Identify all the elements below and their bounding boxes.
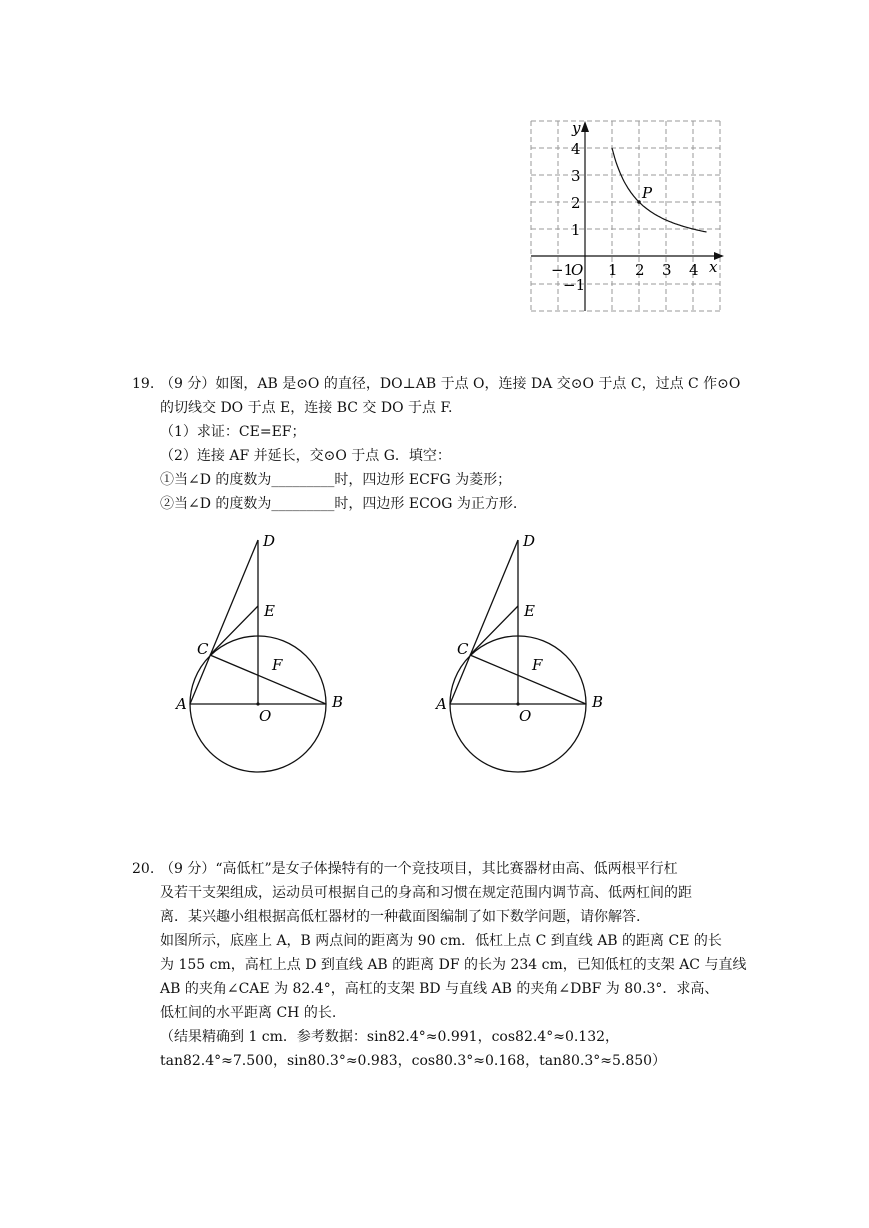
question-text-line: 低杠间的水平距离 CH 的长. <box>160 1005 337 1021</box>
x-tick: 3 <box>662 261 672 279</box>
question-text-line: （2）连接 AF 并延长，交⊙O 于点 G．填空： <box>160 448 451 464</box>
x-tick: −1 <box>551 261 574 279</box>
x-axis-label: x <box>709 258 718 276</box>
label-f: F <box>272 656 283 674</box>
y-tick: 1 <box>571 221 581 239</box>
point-p-label: P <box>642 184 653 202</box>
question-number: 19. <box>132 376 155 392</box>
segment-da <box>190 540 258 704</box>
question-text-line: （1）求证：CE=EF； <box>160 424 306 440</box>
question-text-line: 为 155 cm，高杠上点 D 到直线 AB 的距离 DF 的长为 234 cm，已知低杠的支架 AC 与直线 <box>160 957 747 973</box>
label-d: D <box>263 532 276 550</box>
question-text-line: 及若干支架组成，运动员可根据自己的身高和习惯在规定范围内调节高、低两杠间的距 <box>160 885 692 901</box>
label-a: A <box>436 695 447 713</box>
segment-cb <box>210 655 326 704</box>
y-tick: 3 <box>571 167 581 185</box>
question-text-line: AB 的夹角∠CAE 为 82.4°，高杠的支架 BD 与直线 AB 的夹角∠DBF 为 80.3°．求高、 <box>160 981 719 997</box>
question-text-line: ①当∠D 的度数为_________时，四边形 ECFG 为菱形； <box>160 472 512 488</box>
point-p <box>637 200 641 204</box>
label-o: O <box>259 707 272 725</box>
question-text-line: （9 分）如图，AB 是⊙O 的直径，DO⊥AB 于点 O，连接 DA 交⊙O 于点 C，过点 C 作⊙O <box>160 376 741 392</box>
label-b: B <box>592 693 604 711</box>
label-f: F <box>532 656 543 674</box>
question-text-line: （9 分）“高低杠”是女子体操特有的一个竞技项目，其比赛器材由高、低两根平行杠 <box>160 861 678 877</box>
question-text-line: 如图所示，底座上 A，B 两点间的距离为 90 cm．低杠上点 C 到直线 AB 的距离 CE 的长 <box>160 933 722 949</box>
y-axis-label: y <box>572 119 581 137</box>
tangent-ce <box>210 606 258 655</box>
question-text-line: 的切线交 DO 于点 E，连接 BC 交 DO 于点 F. <box>160 400 453 416</box>
label-d: D <box>523 532 536 550</box>
tangent-ce <box>470 606 518 655</box>
y-axis-arrow <box>581 121 589 132</box>
y-tick: −1 <box>563 276 586 294</box>
label-b: B <box>332 693 344 711</box>
label-c: C <box>197 640 209 658</box>
y-tick: 4 <box>571 140 581 158</box>
geometry-figure-left <box>160 520 360 780</box>
y-tick: 2 <box>571 194 581 212</box>
question-number: 20. <box>132 861 155 877</box>
question-text-line: （结果精确到 1 cm．参考数据：sin82.4°≈0.991，cos82.4°≈0.132， <box>160 1029 620 1045</box>
origin-label: O <box>571 261 584 279</box>
question-text-line: 离．某兴趣小组根据高低杠器材的一种截面图编制了如下数学问题，请你解答. <box>160 909 641 925</box>
graph-grid <box>531 121 720 311</box>
hyperbola-curve <box>612 148 707 232</box>
label-o: O <box>519 707 532 725</box>
coordinate-graph <box>528 117 726 315</box>
label-e: E <box>264 602 275 620</box>
x-tick: 1 <box>608 261 618 279</box>
segment-da <box>450 540 518 704</box>
label-c: C <box>457 640 469 658</box>
x-tick: 2 <box>635 261 645 279</box>
question-text-line: tan82.4°≈7.500，sin80.3°≈0.983，cos80.3°≈0.168，tan80.3°≈5.850） <box>160 1053 667 1069</box>
x-tick: 4 <box>689 261 699 279</box>
question-text-line: ②当∠D 的度数为_________时，四边形 ECOG 为正方形. <box>160 496 518 512</box>
geometry-figure-right <box>420 520 620 780</box>
segment-cb <box>470 655 586 704</box>
label-e: E <box>524 602 535 620</box>
label-a: A <box>176 695 187 713</box>
